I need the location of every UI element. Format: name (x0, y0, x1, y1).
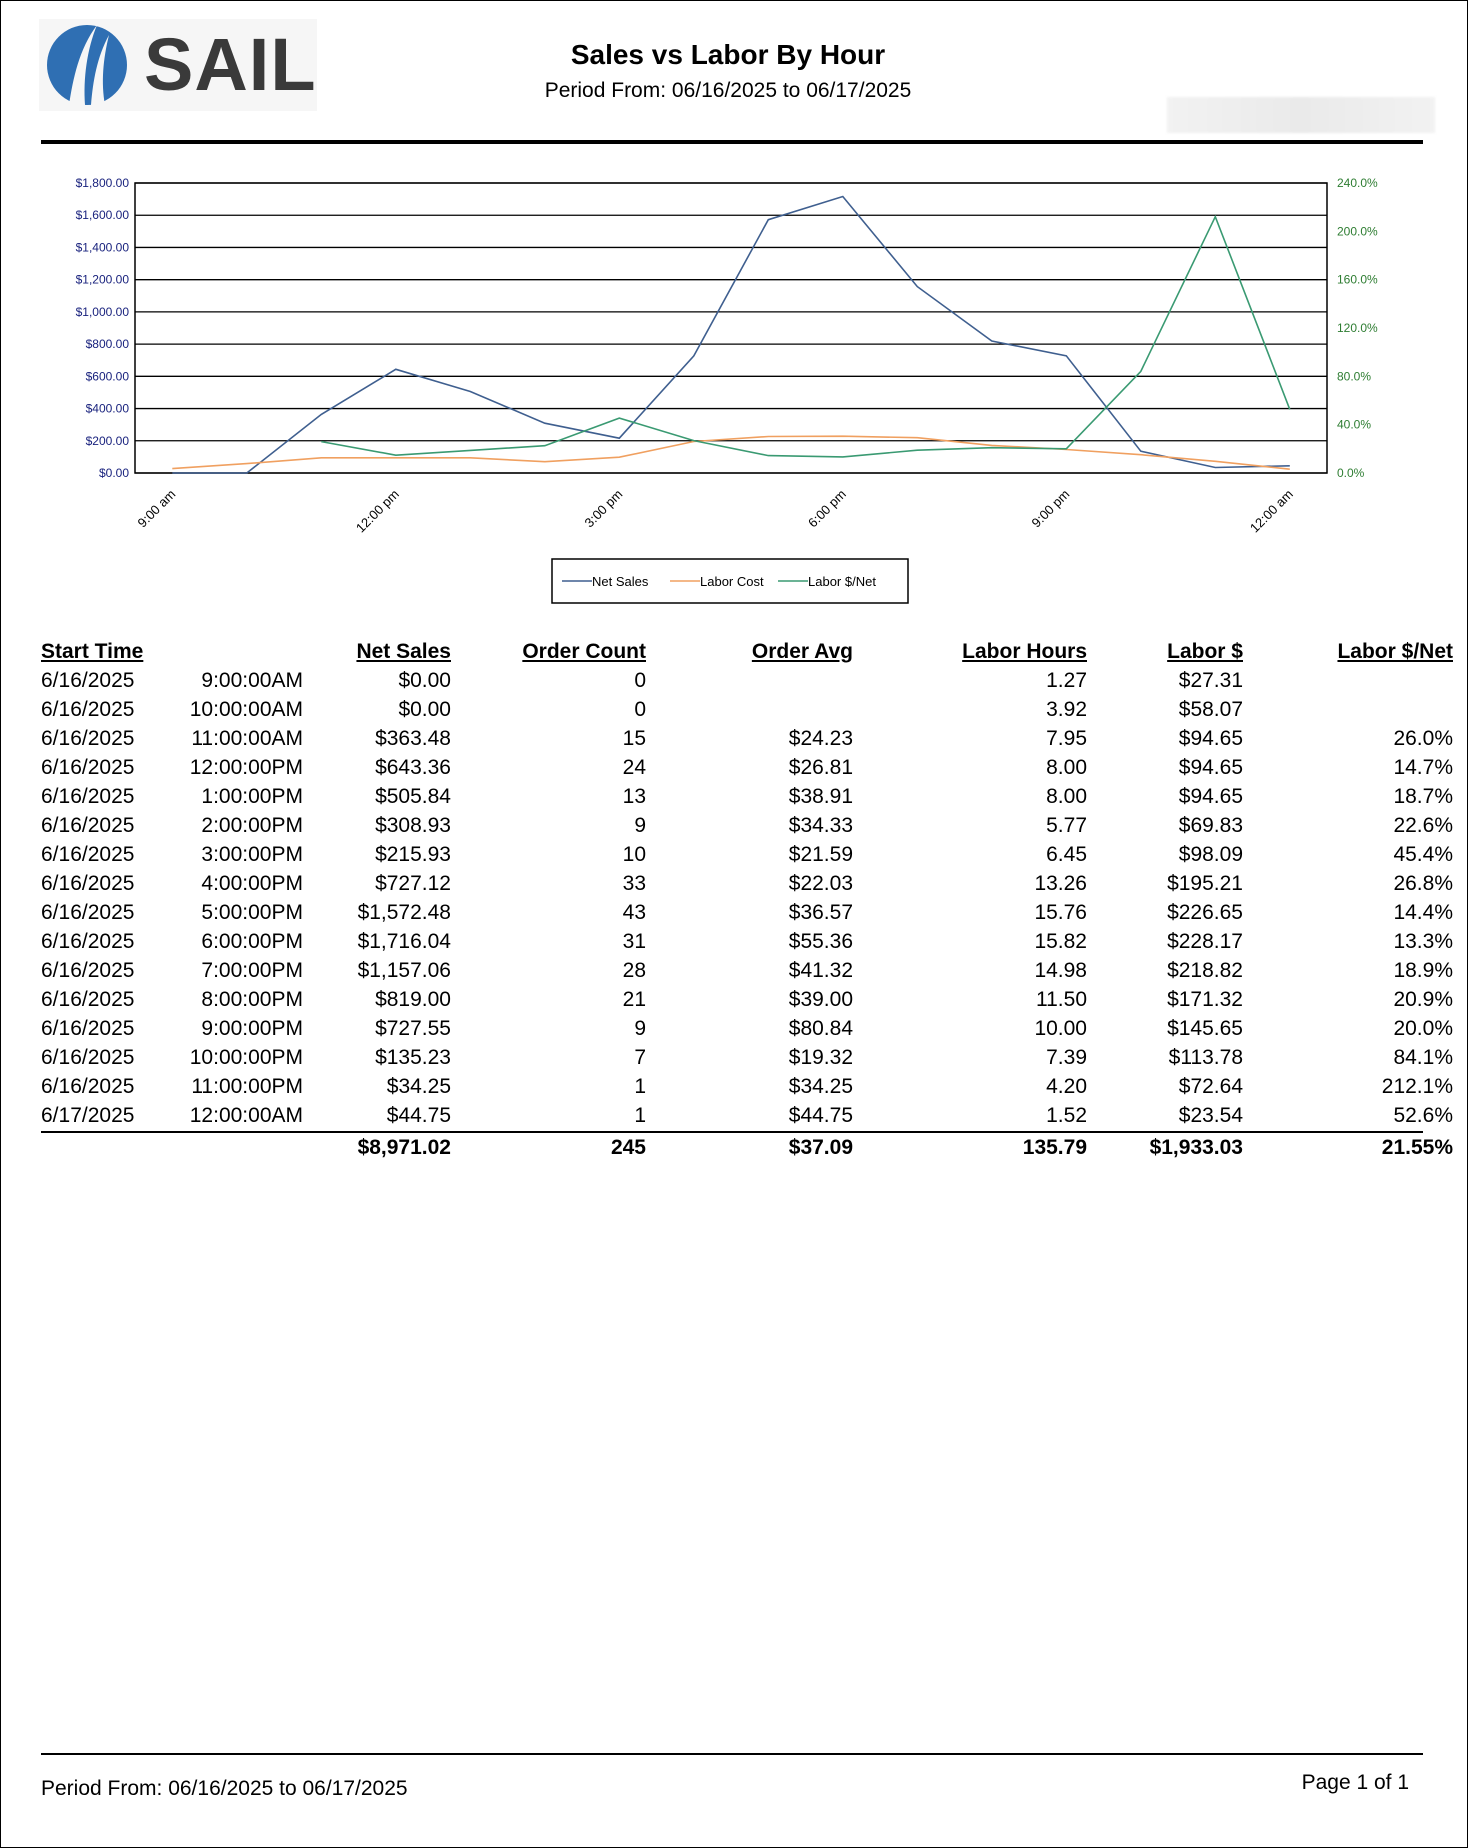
y-axis-right (1337, 176, 1378, 480)
cell-labor-hours: 15.82 (1034, 930, 1087, 953)
table-row (41, 869, 1453, 898)
cell-time: 12:00:00AM (189, 1104, 303, 1127)
cell-order-avg: $36.57 (788, 901, 853, 924)
footer-period: Period From: 06/16/2025 to 06/17/2025 (41, 1777, 408, 1800)
report-period: Period From: 06/16/2025 to 06/17/2025 (544, 79, 912, 102)
cell-time: 8:00:00PM (201, 988, 303, 1011)
x-tick-label: 12:00 pm (352, 486, 402, 536)
cell-time: 7:00:00PM (201, 959, 303, 982)
cell-labor-dollars: $195.21 (1167, 872, 1243, 895)
header-start-time: Start Time (41, 640, 144, 663)
cell-labor-dollars: $218.82 (1167, 959, 1243, 982)
cell-order-count: 7 (634, 1046, 646, 1069)
cell-labor-dollars: $145.65 (1167, 1017, 1243, 1040)
cell-labor-dollars: $23.54 (1178, 1104, 1243, 1127)
cell-order-count: 31 (622, 930, 646, 953)
chart-grid (135, 183, 1327, 473)
cell-labor-hours: 7.95 (1046, 727, 1087, 750)
y-left-tick-label: $1,400.00 (75, 240, 129, 255)
cell-order-count: 0 (634, 698, 646, 721)
cell-date: 6/16/2025 (41, 872, 135, 895)
cell-labor-net: 20.9% (1393, 988, 1453, 1011)
cell-order-avg: $21.59 (788, 843, 853, 866)
cell-labor-hours: 10.00 (1034, 1017, 1087, 1040)
cell-net-sales: $727.12 (375, 872, 451, 895)
cell-order-avg: $24.23 (788, 727, 853, 750)
y-left-tick-label: $1,800.00 (75, 176, 129, 190)
x-tick-label: 3:00 pm (581, 486, 626, 531)
table-row (41, 811, 1453, 840)
cell-net-sales: $1,572.48 (357, 901, 451, 924)
plot-area (135, 183, 1327, 473)
cell-date: 6/16/2025 (41, 988, 135, 1011)
cell-labor-hours: 8.00 (1046, 785, 1087, 808)
cell-order-count: 9 (634, 1017, 646, 1040)
cell-order-count: 10 (622, 843, 646, 866)
cell-net-sales: $34.25 (386, 1075, 451, 1098)
table-row (41, 695, 1423, 724)
cell-order-avg: $80.84 (788, 1017, 853, 1040)
cell-labor-net: 212.1% (1381, 1075, 1453, 1098)
x-tick-label: 6:00 pm (805, 486, 849, 531)
legend-label: Labor Cost (700, 574, 764, 589)
cell-labor-hours: 1.27 (1046, 669, 1087, 692)
hourly-table (41, 637, 1453, 1162)
table-row (41, 956, 1453, 985)
cell-order-avg: $44.75 (788, 1104, 853, 1127)
cell-order-count: 9 (634, 814, 646, 837)
cell-order-avg: $55.36 (788, 930, 853, 953)
table-row (41, 724, 1453, 753)
table-row (41, 1072, 1453, 1101)
total-labor-net: 21.55% (1381, 1136, 1453, 1159)
cell-date: 6/16/2025 (41, 930, 135, 953)
cell-labor-hours: 13.26 (1034, 872, 1087, 895)
y-right-tick-label: 240.0% (1337, 176, 1378, 190)
x-axis (135, 487, 1296, 536)
cell-labor-dollars: $94.65 (1178, 727, 1243, 750)
cell-date: 6/16/2025 (41, 698, 135, 721)
cell-time: 3:00:00PM (201, 843, 303, 866)
table-row (41, 782, 1453, 811)
y-left-tick-label: $400.00 (85, 401, 129, 416)
cell-date: 6/17/2025 (41, 1104, 135, 1127)
table-row (41, 1043, 1453, 1072)
cell-labor-dollars: $113.78 (1168, 1046, 1243, 1069)
cell-labor-hours: 14.98 (1034, 959, 1087, 982)
y-left-tick-label: $800.00 (85, 337, 129, 352)
cell-net-sales: $505.84 (375, 785, 451, 808)
cell-labor-net: 84.1% (1393, 1046, 1453, 1069)
cell-labor-hours: 11.50 (1036, 988, 1087, 1011)
cell-time: 4:00:00PM (201, 872, 303, 895)
y-right-tick-label: 200.0% (1337, 224, 1378, 239)
cell-labor-dollars: $58.07 (1178, 698, 1243, 721)
cell-labor-dollars: $72.64 (1178, 1075, 1243, 1098)
cell-date: 6/16/2025 (41, 814, 135, 837)
cell-time: 2:00:00PM (201, 814, 303, 837)
legend-label: Net Sales (592, 574, 649, 589)
legend-label: Labor $/Net (808, 574, 876, 589)
total-order-count: 245 (610, 1136, 646, 1159)
cell-labor-net: 18.7% (1393, 785, 1453, 808)
cell-date: 6/16/2025 (41, 1046, 135, 1069)
cell-date: 6/16/2025 (41, 669, 135, 692)
chart-series (172, 197, 1290, 474)
cell-labor-dollars: $94.65 (1178, 785, 1243, 808)
cell-date: 6/16/2025 (41, 843, 135, 866)
cell-time: 11:00:00AM (191, 727, 303, 750)
cell-labor-hours: 15.76 (1034, 901, 1087, 924)
cell-order-count: 24 (622, 756, 646, 779)
cell-labor-dollars: $226.65 (1167, 901, 1243, 924)
cell-net-sales: $727.55 (375, 1017, 451, 1040)
cell-order-count: 21 (622, 988, 646, 1011)
cell-labor-hours: 6.45 (1046, 843, 1087, 866)
series-line-labor-net (321, 217, 1290, 457)
cell-labor-net: 14.7% (1393, 756, 1453, 779)
cell-order-count: 28 (622, 959, 646, 982)
header-order-count: Order Count (522, 640, 646, 663)
cell-net-sales: $135.23 (375, 1046, 451, 1069)
table-body (41, 666, 1453, 1130)
x-tick-label: 9:00 pm (1028, 486, 1073, 531)
cell-labor-dollars: $228.17 (1167, 930, 1243, 953)
cell-order-avg: $41.32 (788, 959, 853, 982)
cell-time: 12:00:00PM (189, 756, 303, 779)
header-labor-hours: Labor Hours (962, 640, 1087, 663)
header-net-sales: Net Sales (356, 640, 451, 663)
x-tick-label: 12:00 am (1246, 486, 1296, 536)
table-row (41, 666, 1423, 695)
cell-net-sales: $44.75 (386, 1104, 451, 1127)
y-left-tick-label: $600.00 (85, 369, 129, 384)
y-right-tick-label: 160.0% (1337, 272, 1378, 287)
page-number: Page 1 of 1 (1301, 1771, 1409, 1794)
cell-labor-hours: 7.39 (1046, 1046, 1087, 1069)
cell-labor-dollars: $27.31 (1178, 669, 1243, 692)
cell-time: 9:00:00AM (201, 669, 303, 692)
table-row (41, 1101, 1453, 1130)
cell-order-count: 1 (634, 1075, 646, 1098)
cell-time: 10:00:00PM (189, 1046, 303, 1069)
y-axis-left (76, 176, 130, 480)
cell-labor-net: 18.9% (1393, 959, 1453, 982)
y-right-tick-label: 120.0% (1337, 321, 1378, 335)
cell-labor-dollars: $69.83 (1178, 814, 1243, 837)
cell-net-sales: $0.00 (398, 669, 451, 692)
cell-order-avg: $34.25 (788, 1075, 853, 1098)
cell-labor-dollars: $94.65 (1178, 756, 1243, 779)
y-left-tick-label: $1,600.00 (75, 208, 129, 223)
cell-net-sales: $363.48 (375, 727, 451, 750)
cell-date: 6/16/2025 (41, 1075, 135, 1098)
cell-order-count: 13 (622, 785, 646, 808)
header-order-avg: Order Avg (751, 640, 853, 663)
y-left-tick-label: $1,200.00 (75, 272, 129, 287)
cell-order-count: 1 (634, 1104, 646, 1127)
total-labor-dollars: $1,933.03 (1149, 1136, 1243, 1159)
cell-order-count: 15 (622, 727, 646, 750)
cell-labor-dollars: $171.32 (1167, 988, 1243, 1011)
series-line-net-sales (172, 197, 1290, 474)
totals-row (41, 1133, 1453, 1162)
total-order-avg: $37.09 (788, 1136, 853, 1159)
cell-labor-net: 26.8% (1393, 872, 1453, 895)
cell-labor-net: 26.0% (1393, 727, 1453, 750)
cell-order-avg: $22.03 (788, 872, 853, 895)
cell-date: 6/16/2025 (41, 756, 135, 779)
cell-date: 6/16/2025 (41, 1017, 135, 1040)
table-row (41, 927, 1453, 956)
cell-net-sales: $819.00 (375, 988, 451, 1011)
cell-order-count: 33 (622, 872, 646, 895)
cell-labor-hours: 1.52 (1046, 1104, 1087, 1127)
table-row (41, 898, 1453, 927)
chart-legend (552, 559, 908, 603)
header-labor-dollars: Labor $ (1167, 640, 1243, 663)
cell-labor-net: 20.0% (1393, 1017, 1453, 1040)
cell-time: 5:00:00PM (201, 901, 303, 924)
report-title: Sales vs Labor By Hour (570, 39, 886, 70)
cell-net-sales: $308.93 (375, 814, 451, 837)
x-tick-label: 9:00 am (134, 486, 179, 531)
cell-date: 6/16/2025 (41, 959, 135, 982)
footer-divider (41, 1753, 1423, 1755)
y-right-tick-label: 40.0% (1337, 417, 1372, 432)
table-row (41, 1014, 1453, 1043)
cell-labor-net: 52.6% (1393, 1104, 1453, 1127)
y-right-tick-label: 0.0% (1337, 466, 1365, 480)
cell-time: 6:00:00PM (201, 930, 303, 953)
redacted-area (1167, 97, 1435, 133)
cell-labor-hours: 8.00 (1046, 756, 1087, 779)
cell-time: 11:00:00PM (191, 1075, 303, 1098)
cell-order-avg: $34.33 (788, 814, 853, 837)
cell-labor-net: 45.4% (1393, 843, 1453, 866)
cell-labor-dollars: $98.09 (1178, 843, 1243, 866)
total-labor-hours: 135.79 (1022, 1136, 1087, 1159)
cell-order-avg: $38.91 (788, 785, 853, 808)
sales-labor-chart (1, 161, 1467, 621)
cell-labor-hours: 5.77 (1046, 814, 1087, 837)
table-row (41, 753, 1453, 782)
cell-time: 9:00:00PM (201, 1017, 303, 1040)
cell-date: 6/16/2025 (41, 785, 135, 808)
cell-order-count: 43 (622, 901, 646, 924)
cell-time: 1:00:00PM (201, 785, 303, 808)
cell-net-sales: $215.93 (375, 843, 451, 866)
table-row (41, 985, 1453, 1014)
cell-date: 6/16/2025 (41, 901, 135, 924)
cell-net-sales: $643.36 (375, 756, 451, 779)
cell-date: 6/16/2025 (41, 727, 135, 750)
cell-net-sales: $1,716.04 (357, 930, 451, 953)
cell-order-count: 0 (634, 669, 646, 692)
y-left-tick-label: $1,000.00 (75, 304, 129, 319)
cell-labor-hours: 3.92 (1046, 698, 1087, 721)
header-labor-net: Labor $/Net (1337, 640, 1453, 663)
sail-logo-text: SAIL (144, 23, 317, 106)
cell-labor-net: 14.4% (1393, 901, 1453, 924)
cell-order-avg: $26.81 (788, 756, 853, 779)
table-header-row (41, 637, 1453, 666)
header-divider (41, 140, 1423, 144)
cell-labor-net: 13.3% (1393, 930, 1453, 953)
cell-labor-net: 22.6% (1393, 814, 1453, 837)
table-row (41, 840, 1453, 869)
cell-order-avg: $19.32 (788, 1046, 853, 1069)
total-net-sales: $8,971.02 (357, 1136, 451, 1159)
cell-order-avg: $39.00 (788, 988, 853, 1011)
cell-net-sales: $0.00 (398, 698, 451, 721)
cell-labor-hours: 4.20 (1046, 1075, 1087, 1098)
cell-net-sales: $1,157.06 (357, 959, 451, 982)
y-left-tick-label: $0.00 (98, 466, 129, 480)
cell-time: 10:00:00AM (189, 698, 303, 721)
y-left-tick-label: $200.00 (85, 433, 129, 448)
y-right-tick-label: 80.0% (1337, 369, 1372, 384)
